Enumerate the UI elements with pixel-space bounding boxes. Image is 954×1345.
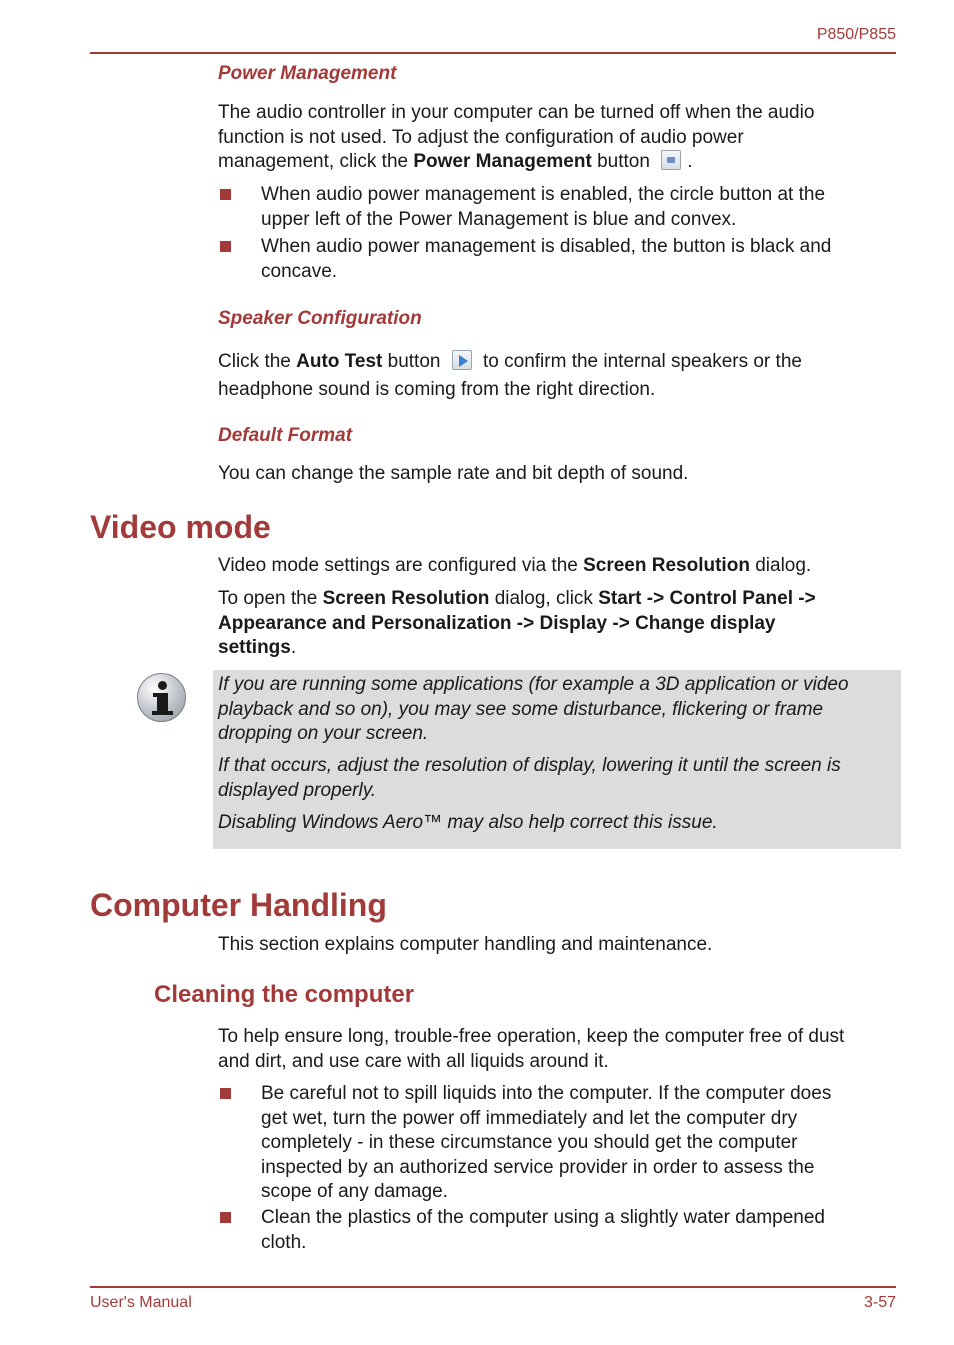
text-line [218, 587, 898, 612]
speaker-configuration-title: Speaker Configuration [218, 308, 422, 329]
bullet-square-icon [220, 1088, 231, 1099]
computer-handling-heading: Computer Handling [90, 887, 387, 923]
note-paragraph-2 [218, 754, 898, 803]
text-line: displayed properly. [218, 779, 377, 801]
text-line: If you are running some applications (for example a 3D application or video [218, 674, 849, 695]
power-management-label: Power Management [413, 151, 592, 172]
text-line [218, 348, 898, 376]
video-mode-paragraph-2 [218, 587, 898, 661]
text-line: playback and so on), you may see some disturbance, flickering or frame [218, 698, 824, 720]
cleaning-the-computer-heading: Cleaning the computer [154, 981, 415, 1008]
text-line: Be careful not to spill liquids into the computer. If the computer does [261, 1083, 832, 1104]
text-line: scope of any damage. [261, 1181, 448, 1202]
info-icon [137, 673, 186, 722]
text-run: . [687, 151, 693, 172]
text-line: When audio power management is disabled, the button is black and [261, 236, 832, 257]
text-line: To help ensure long, trouble-free operation, keep the computer free of dust [218, 1026, 845, 1047]
text-run: button [591, 151, 650, 172]
video-mode-heading: Video mode [90, 509, 271, 545]
bullet-square-icon [220, 189, 231, 200]
list-item [218, 183, 898, 232]
info-icon-stem [157, 693, 168, 713]
text-run: to confirm the internal speakers or the [477, 351, 802, 372]
text-run: Video mode settings are configured via the [218, 555, 584, 576]
text-run: dialog. [749, 555, 812, 576]
video-mode-paragraph-1 [218, 554, 898, 579]
note-paragraph-1 [218, 673, 898, 747]
bullet-square-icon [220, 241, 231, 252]
default-format-title: Default Format [218, 425, 353, 446]
text-run: . [290, 637, 297, 658]
power-management-button-icon [661, 150, 681, 170]
text-line: completely - in these circumstance you should get the computer [261, 1132, 798, 1153]
bullet-square-icon [220, 1212, 231, 1223]
text-line: When audio power management is enabled, the circle button at the [261, 184, 826, 205]
text-line: cloth. [261, 1231, 307, 1253]
power-management-paragraph [218, 101, 898, 175]
menu-path: Start -> Control Panel -> [598, 588, 816, 609]
list-item [218, 1206, 898, 1255]
auto-test-label: Auto Test [296, 351, 383, 372]
text-line: concave. [261, 260, 338, 282]
text-run: dialog, click [489, 588, 599, 609]
text-line: and dirt, and use care with all liquids around it. [218, 1050, 609, 1072]
header-model: P850/P855 [816, 26, 896, 43]
text-run: Click the [218, 351, 297, 372]
text-line [218, 636, 898, 661]
play-icon [452, 350, 472, 370]
screen-resolution-label: Screen Resolution [322, 588, 490, 609]
screen-resolution-label: Screen Resolution [583, 555, 750, 576]
text-line: headphone sound is coming from the right direction. [218, 379, 656, 400]
text-line: inspected by an authorized service provider in order to assess the [261, 1156, 815, 1178]
text-line: Clean the plastics of the computer using a slightly water dampened [261, 1207, 825, 1228]
text-line [218, 612, 898, 637]
note-paragraph-3: Disabling Windows Aero™ may also help correct this issue. [218, 812, 718, 833]
speaker-configuration-paragraph [218, 348, 898, 404]
menu-path: Appearance and Personalization -> Display -> Change display [218, 612, 776, 634]
text-run: management, click the [218, 151, 414, 172]
footer-manual-name: User's Manual [90, 1294, 192, 1311]
text-line: The audio controller in your computer can be turned off when the audio [218, 102, 815, 123]
cleaning-paragraph [218, 1025, 898, 1074]
list-item [218, 235, 898, 284]
text-line [218, 150, 898, 175]
default-format-text: You can change the sample rate and bit depth of sound. [218, 463, 689, 484]
text-run: To open the [218, 588, 323, 609]
footer-rule [90, 1286, 896, 1288]
power-management-title: Power Management [218, 63, 397, 84]
text-line: function is not used. To adjust the configuration of audio power [218, 126, 744, 148]
info-icon-dot [158, 681, 167, 690]
list-item [218, 1082, 898, 1205]
info-icon-base [152, 711, 173, 715]
text-run: button [382, 351, 441, 372]
header-rule [90, 52, 896, 54]
text-line: get wet, turn the power off immediately and let the computer dry [261, 1107, 798, 1129]
menu-path: settings [218, 637, 291, 658]
footer-page-number: 3-57 [863, 1294, 896, 1311]
text-line: upper left of the Power Management is blue and convex. [261, 208, 737, 230]
text-line: dropping on your screen. [218, 723, 429, 744]
computer-handling-intro: This section explains computer handling and maintenance. [218, 934, 713, 955]
text-line: If that occurs, adjust the resolution of display, lowering it until the screen is [218, 755, 841, 776]
